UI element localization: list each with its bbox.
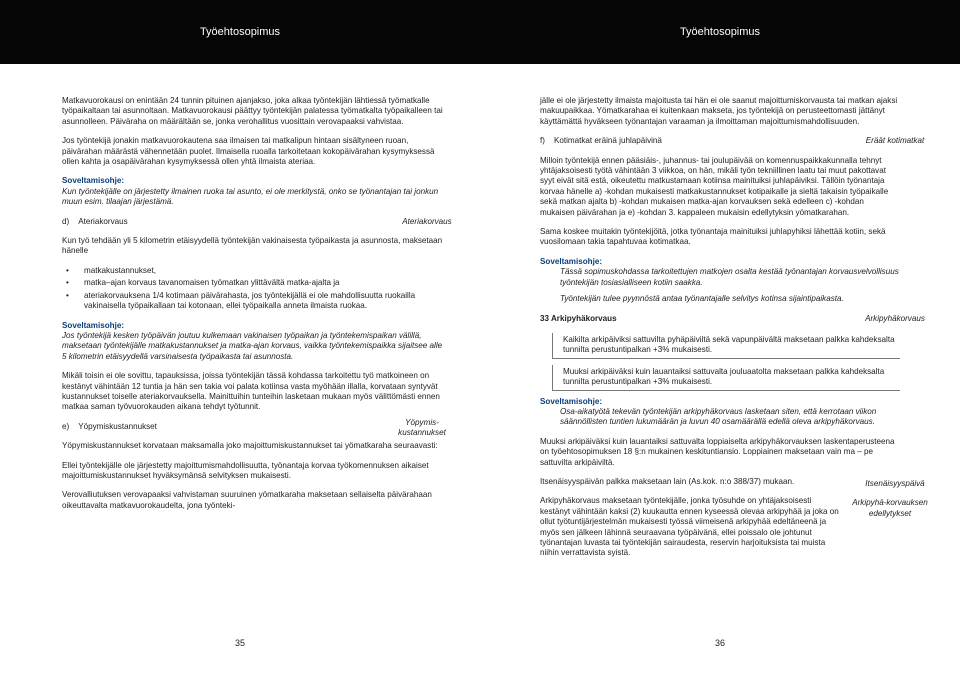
paragraph: Verovalliutuksen verovapaaksi vahvistaman suuruinen yömatkaraha maksetaan sellaiselta päivärahaan oikeuttavalta matkavuorokaudelta, jona työnteki-: [62, 490, 432, 510]
list-item: • matka–ajan korvaus tavanomaisen työmatkan ylittävältä matka-ajalta ja: [84, 278, 447, 288]
text-column-left: [62, 96, 452, 520]
header-title-left: Työehtosopimus: [199, 26, 281, 38]
section-title: e) Yöpymiskustannukset: [62, 421, 157, 431]
margin-keyword: Eräät kotimatkat: [865, 136, 925, 146]
section-heading-d: [62, 216, 452, 227]
highlight-box: [552, 333, 900, 359]
paragraph: Yöpymiskustannukset korvataan maksamalla joko majoittumiskustannukset tai yömatkaraha seuraavasti:: [62, 441, 438, 451]
paragraph: Milloin työntekijä ennen pääsiäis-, juhannus- tai joulupäivää on komennuspaikkakunnalla tehnyt yhtäjaksoisesti työtä vähintään 3 viikkoa, on hän, mikäli työn tekniillinen laatu tai muut pakottavat syyt eivät sitä estä, oikeutettu matkustamaan kotiinsa mainituiksi juhlapäiviksi. Tällöin työnantaja korvaa hänelle a) -kohdan mukaisesti matkakustannukset kotipaikalle ja sieltä takaisin työpaikalle sekä matkan ajalta b) -kohdan mukaisen matka-ajan korvauksen sekä edelleen c) -kohdan mukaisen päivärahan ja e) -kohdan 3. kappaleen mukaisin edellytyksin yömatkarahan.: [540, 155, 889, 217]
page-right: [480, 0, 960, 674]
page-header-left: [0, 0, 480, 64]
margin-keyword: Arkipyhäkorvaus: [865, 313, 925, 323]
paragraph: Muuksi arkipäiväksi kuin lauantaiksi sattuvalta loppiaiselta arkipyhäkorvauksen laskentaperusteena on työehtosopimuksen 18 §:n mukainen keskituntiansio. Loppiainen maksetaan vain ma – pe sattuvilta arkipäiviltä.: [540, 436, 895, 467]
paragraph: Jos työntekijä jonakin matkavuorokautena saa ilmaisen tai matkalipun hintaan sisältyneen ruoan, päivärahan määrästä vähennetään puolet. Ilmaisella ruoalla tarkoitetaan kokopäivärahan kysymyksessä ollen kahta ja osapäivärahan kysymyksessä ollen yhtä ilmaista ateriaa.: [62, 136, 435, 167]
section-title: 33 Arkipyhäkorvaus: [540, 313, 617, 323]
paragraph: Ellei työntekijälle ole järjestetty majoittumismahdollisuutta, työnantaja korvaa työkomennuksen aikaiset majoittumiskustannukset hyväksymänsä selvityksen mukaisesti.: [62, 460, 429, 480]
paragraph: Mikäli toisin ei ole sovittu, tapauksissa, joissa työntekijän tässä kohdassa tarkoitettu työ matkoineen on kestänyt vähintään 12 tuntia ja hän sen takia voi palata kotiinsa vasta myöhään illalla, korvataan syntyvät kustannukset toiselle ateriakorvauksella. Mainittuihin tunteihin lasketaan mukaan myös välittömästi ennen matkaa saman työvuorokauden aikana tehdyt työtunnit.: [62, 371, 440, 412]
list-item: • ateriakorvauksena 1/4 kotimaan päivärahasta, jos työntekijällä ei ole mahdollisuutta ruokailla vakinaisella työpaikallaan tai kotonaan, ellei työpaikalla anneta ilmaista ruokaa.: [84, 291, 447, 312]
bullet-list: [62, 266, 447, 312]
section-heading-33: [540, 313, 925, 324]
margin-keyword: Itsenäisyyspäivä: [865, 478, 925, 488]
list-item: • matkakustannukset,: [84, 266, 447, 276]
page-number-right: 36: [714, 638, 725, 648]
paragraph: Matkavuorokausi on enintään 24 tunnin pituinen ajanjakso, joka alkaa työntekijän lähtiessä työmatkalle työpaikaltaan tai asunnoltaan. Matkavuorokausi päättyy työntekijän palatessa työmatkalta työpaikalleen tai asunnolleen. Päiväraha on määrältään se, jonka verohallitus vuosittain verovapaaksi vahvistaa.: [62, 96, 443, 126]
section-title: f) Kotimatkat eräinä juhlapäivinä: [540, 136, 662, 146]
guideline-label: Soveltamisohje:: [62, 176, 125, 186]
guideline-text: Jos työntekijä kesken työpäivän joutuu kulkemaan vakinaisen työpaikan ja työntekemispaikan välillä, maksetaan työntekijälle matkakustannukset ja matka-ajan korvaus, vaikka työntekemispaikka sijaitsee alle 5 kilometrin etäisyydellä varsinaisesta työpaikasta tai asunnosta.: [62, 330, 443, 361]
paragraph: Itsenäisyyspäivän palkka maksetaan lain (As.kok. n:o 388/37) mukaan.: [540, 476, 795, 486]
section-heading-e: [62, 417, 447, 438]
guideline-label: Soveltamisohje:: [540, 256, 603, 266]
text-column-right: [540, 96, 928, 568]
page-number-left: 35: [234, 638, 245, 648]
paragraph: Sama koskee muitakin työntekijöitä, jotka työnantaja mainituiksi juhlapyhiksi lähettää kotiin, sekä vuosilomaan takia tapahtuvaa kotimatkaa.: [540, 227, 886, 247]
margin-keyword: Arkipyhä-korvauksen edellytykset: [852, 498, 928, 518]
page-header-right: [480, 0, 960, 64]
guideline-label: Soveltamisohje:: [62, 320, 125, 330]
header-title-right: Työehtosopimus: [679, 26, 761, 38]
paragraph: Kun työ tehdään yli 5 kilometrin etäisyydellä työntekijän vakinaisesta työpaikasta ja asunnosta, maksetaan hänelle: [62, 236, 443, 256]
margin-keyword: Ateriakorvaus: [402, 216, 452, 226]
section-title: d) Ateriakorvaus: [62, 216, 128, 226]
itsenaisyyspaiva-row: [540, 476, 925, 488]
guideline-text: Työntekijän tulee pyynnöstä antaa työnantajalle selvitys kotinsa sijaintipaikasta.: [560, 294, 844, 304]
arkipyha-edellytykset-row: [540, 496, 928, 558]
section-heading-f: [540, 136, 925, 146]
paragraph: jälle ei ole järjestetty ilmaista majoitusta tai hän ei ole saanut majoittumiskorvausta tai matkan ajaksi makuupaikkaa. Yömatkarahaa ei kuitenkaan makseta, jos työntekijä on perusteettomasti jättänyt käyttämättä hyväkseen työnantajan varaaman ja ilmoittaman majoittumismahdollisuuden.: [540, 96, 898, 126]
guideline-label: Soveltamisohje:: [540, 396, 603, 406]
guideline-text: Osa-aikatyötä tekevän työntekijän arkipyhäkorvaus lasketaan siten, että kerrotaan viikon säännöllisten tuntien lukumäärän ja luvun 40 osamäärällä edellä oleva arkipyhäkorvaus.: [560, 406, 877, 427]
box-text: Muuksi arkipäiväksi kuin lauantaiksi sattuvalta jouluaatolta maksetaan palkka kahdeksalta tunnilta perustuntipalkan +3% mukaisesti.: [563, 366, 885, 387]
paragraph: Arkipyhäkorvaus maksetaan työntekijälle, jonka työsuhde on yhtäjaksoisesti kestänyt vähintään kaksi (2) kuukautta ennen kyseessä olevaa arkipyhää ja joka on ollut työtuntijärjestelmän mukaisesti työssä viimeisenä arkipyhää edeltäneenä ja myös sen jälkeen lähinnä seuraavana työpäivänä, ellei poissalo ole johtunut työnantajan luvasta tai työntekijän sairaudesta, reservin harjoituksista tai muista niihin verrattavista syistä.: [540, 496, 839, 558]
guideline-text: Tässä sopimuskohdassa tarkoitettujen matkojen osalta kestää työnantajan korvausvelvollisuus työntekijän tosiasialliseen kotiin saakka.: [560, 267, 899, 287]
margin-keyword: Yöpymis-kustannukset: [398, 417, 446, 438]
guideline-text: Kun työntekijälle on järjestetty ilmainen ruoka tai asunto, ei ole merkitystä, onko se työnantajan tai jonkun muun esim. tilaajan järjestämä.: [62, 186, 439, 207]
highlight-box: [552, 365, 900, 391]
box-text: Kaikilta arkipäiviksi sattuvilta pyhäpäiviltä sekä vapunpäivältä maksetaan palkka kahdeksalta tunnilta perustuntipalkan +3% mukaisesti.: [563, 334, 895, 355]
